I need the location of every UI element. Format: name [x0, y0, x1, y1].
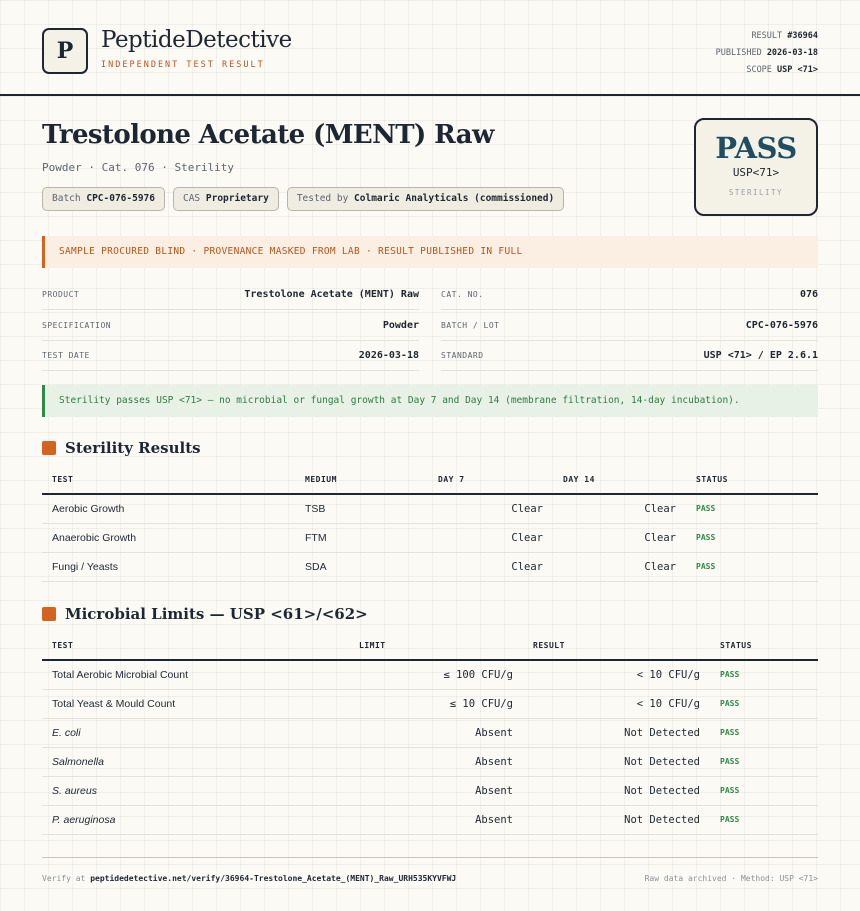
info-label: CAT. NO. [441, 290, 484, 299]
info-label: SPECIFICATION [42, 321, 112, 330]
test-name: P. aeruginosa [42, 805, 349, 834]
info-label: BATCH / LOT [441, 321, 500, 330]
day7-value: Clear [428, 523, 553, 552]
info-test-date [42, 341, 419, 371]
table-row [42, 747, 818, 776]
pass-stamp [694, 118, 818, 216]
info-label: TEST DATE [42, 351, 90, 360]
sterility-table [42, 466, 818, 582]
info-product [42, 280, 419, 310]
status-badge: PASS [710, 776, 818, 805]
limit-value: Absent [349, 805, 523, 834]
info-catno [441, 280, 818, 310]
column-header: MEDIUM [295, 466, 428, 494]
result-value: Not Detected [523, 805, 710, 834]
medium: SDA [295, 552, 428, 581]
stamp-standard: USP<71> [732, 166, 780, 179]
brand-logo: P [42, 28, 88, 74]
status-badge: PASS [710, 689, 818, 718]
limit-value: Absent [349, 747, 523, 776]
info-value: 076 [799, 289, 818, 300]
test-name: E. coli [42, 718, 349, 747]
section-heading: Microbial Limits — USP <61>/<62> [65, 605, 368, 623]
tested-by-chip: Tested by Colmaric Analyticals (commissioned) [287, 187, 564, 211]
table-row [42, 494, 818, 523]
brand-tagline: INDEPENDENT TEST RESULT [101, 60, 265, 70]
report-header [0, 0, 860, 96]
verify-line [42, 874, 456, 883]
day14-value: Clear [553, 552, 686, 581]
info-standard [441, 341, 818, 371]
table-row [42, 805, 818, 834]
footer-method: Raw data archived · Method: USP <71> [644, 874, 818, 883]
procurement-notice: SAMPLE PROCURED BLIND · PROVENANCE MASKED FROM LAB · RESULT PUBLISHED IN FULL [42, 236, 818, 268]
test-name: Anaerobic Growth [42, 523, 295, 552]
test-name: Fungi / Yeasts [42, 552, 295, 581]
status-badge: PASS [710, 805, 818, 834]
stamp-result: PASS [715, 131, 797, 165]
status-badge: PASS [686, 552, 818, 581]
info-value: 2026-03-18 [358, 350, 419, 361]
table-row [42, 689, 818, 718]
table-row [42, 776, 818, 805]
result-value: Not Detected [523, 776, 710, 805]
info-batch [441, 311, 818, 341]
limit-value: ≤ 100 CFU/g [349, 660, 523, 689]
product-subtitle: Powder · Cat. 076 · Sterility [42, 161, 235, 174]
verify-link[interactable]: peptidedetective.net/verify/36964-Trestolone_Acetate_(MENT)_Raw_URH535KYVFWJ [90, 874, 457, 883]
section-marker-icon [42, 441, 56, 455]
info-value: USP <71> / EP 2.6.1 [703, 350, 818, 361]
brand-name: PeptideDetective [101, 27, 292, 53]
column-header: TEST [42, 466, 295, 494]
cas-chip: CAS Proprietary [173, 187, 279, 211]
summary-notice: Sterility passes USP <71> — no microbial or fungal growth at Day 7 and Day 14 (membrane filtration, 14-day incubation). [42, 385, 818, 417]
column-header: TEST [42, 632, 349, 660]
product-chips [42, 187, 564, 211]
limit-value: Absent [349, 718, 523, 747]
verify-prefix: Verify at [42, 874, 86, 883]
table-row [42, 523, 818, 552]
product-title: Trestolone Acetate (MENT) Raw [42, 120, 494, 150]
test-name: Aerobic Growth [42, 494, 295, 523]
section-marker-icon [42, 607, 56, 621]
status-badge: PASS [686, 523, 818, 552]
result-id-line: RESULT #36964 [751, 31, 818, 41]
column-header: STATUS [686, 466, 818, 494]
table-row [42, 552, 818, 581]
medium: FTM [295, 523, 428, 552]
test-name: Total Aerobic Microbial Count [42, 660, 349, 689]
column-header: LIMIT [349, 632, 523, 660]
info-value: Trestolone Acetate (MENT) Raw [244, 289, 419, 300]
report-meta [716, 28, 818, 79]
test-name: Salmonella [42, 747, 349, 776]
batch-chip: Batch CPC-076-5976 [42, 187, 165, 211]
limit-value: ≤ 10 CFU/g [349, 689, 523, 718]
scope-line: SCOPE USP <71> [746, 65, 818, 75]
info-specification [42, 311, 419, 341]
column-header: RESULT [523, 632, 710, 660]
status-badge: PASS [710, 718, 818, 747]
medium: TSB [295, 494, 428, 523]
info-value: CPC-076-5976 [745, 320, 818, 331]
status-badge: PASS [710, 660, 818, 689]
result-value: Not Detected [523, 718, 710, 747]
day14-value: Clear [553, 494, 686, 523]
table-header-row [42, 466, 818, 494]
result-value: < 10 CFU/g [523, 660, 710, 689]
table-header-row [42, 632, 818, 660]
day7-value: Clear [428, 494, 553, 523]
microbial-section-title [42, 605, 368, 623]
test-name: Total Yeast & Mould Count [42, 689, 349, 718]
info-label: STANDARD [441, 351, 484, 360]
column-header: STATUS [710, 632, 818, 660]
column-header: DAY 7 [428, 466, 553, 494]
published-line: PUBLISHED 2026-03-18 [715, 48, 818, 58]
day14-value: Clear [553, 523, 686, 552]
status-badge: PASS [686, 494, 818, 523]
microbial-table [42, 632, 818, 835]
footer-divider [42, 857, 818, 858]
test-name: S. aureus [42, 776, 349, 805]
info-label: PRODUCT [42, 290, 80, 299]
result-value: < 10 CFU/g [523, 689, 710, 718]
table-row [42, 660, 818, 689]
status-badge: PASS [710, 747, 818, 776]
section-heading: Sterility Results [65, 439, 201, 457]
info-value: Powder [382, 320, 419, 331]
sterility-section-title [42, 439, 201, 457]
limit-value: Absent [349, 776, 523, 805]
stamp-scope: STERILITY [728, 188, 784, 197]
day7-value: Clear [428, 552, 553, 581]
column-header: DAY 14 [553, 466, 686, 494]
result-value: Not Detected [523, 747, 710, 776]
table-row [42, 718, 818, 747]
